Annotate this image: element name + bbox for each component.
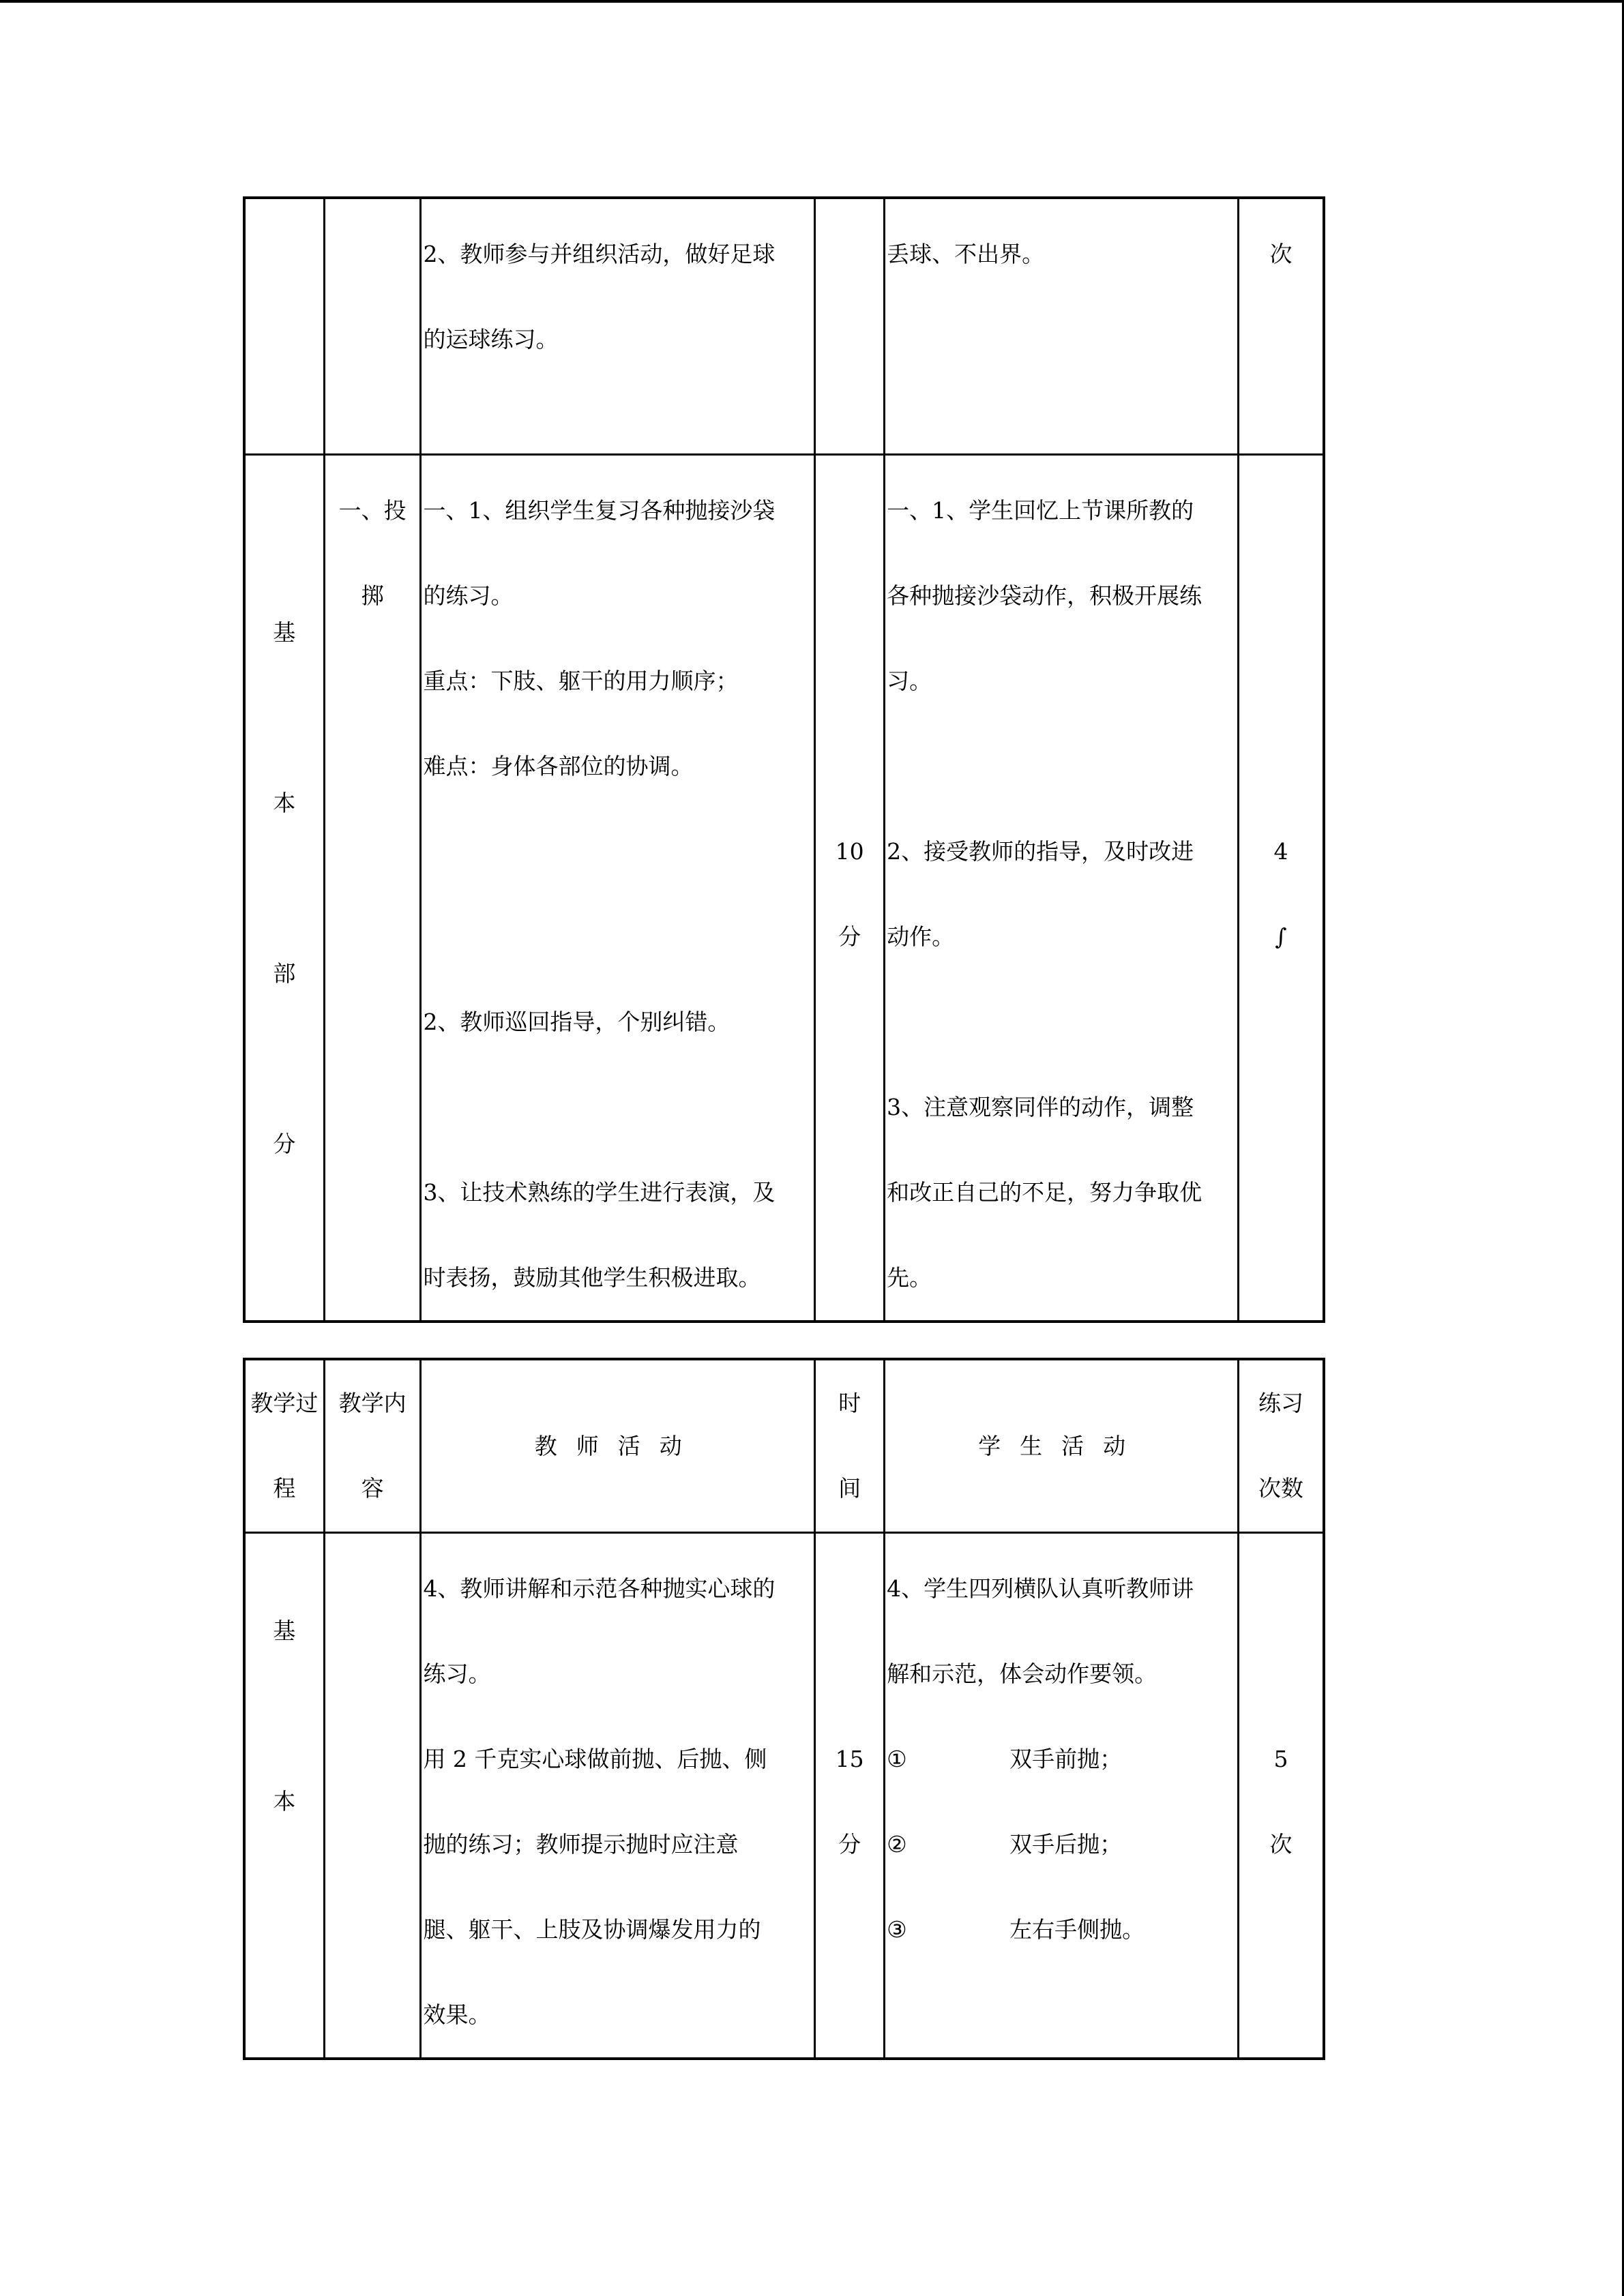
teacher-line: 一、1、组织学生复习各种抛接沙袋 bbox=[423, 496, 776, 524]
header-text: 练习 bbox=[1258, 1390, 1304, 1416]
teacher-line: 重点：下肢、躯干的用力顺序； bbox=[423, 667, 739, 694]
process-char: 本 bbox=[273, 1787, 296, 1815]
teacher-line: 抛的练习；教师提示抛时应注意 bbox=[423, 1830, 739, 1858]
count-value: 次 bbox=[1269, 241, 1293, 267]
count-unit: 次 bbox=[1269, 1830, 1293, 1858]
teacher-line: 效果。 bbox=[423, 2001, 491, 2028]
item-text: 双手前抛； bbox=[1009, 1745, 1123, 1772]
teacher-line: 4、教师讲解和示范各种抛实心球的 bbox=[423, 1575, 776, 1602]
student-line: 动作。 bbox=[887, 923, 955, 950]
student-activity-cell bbox=[885, 198, 1239, 454]
student-line: 一、1、学生回忆上节课所教的 bbox=[887, 496, 1194, 524]
table-row bbox=[244, 1532, 1324, 2059]
content-text: 一、投 bbox=[338, 496, 407, 524]
time-value: 10 bbox=[835, 837, 864, 865]
teacher-line: 练习。 bbox=[423, 1660, 491, 1687]
item-text: 双手后抛； bbox=[1009, 1830, 1123, 1858]
student-line: 3、注意观察同伴的动作，调整 bbox=[887, 1093, 1194, 1120]
time-unit: 分 bbox=[838, 923, 861, 950]
content-text: 掷 bbox=[361, 582, 384, 609]
header-count bbox=[1239, 1359, 1324, 1532]
student-line: 丢球、不出界。 bbox=[887, 241, 1045, 267]
time-cell bbox=[815, 454, 885, 1322]
teacher-line: 2、教师参与并组织活动，做好足球 bbox=[423, 241, 776, 267]
header-teacher-activity: 教师活动 bbox=[421, 1359, 815, 1532]
header-text: 容 bbox=[361, 1475, 384, 1502]
student-line: 2、接受教师的指导，及时改进 bbox=[887, 837, 1194, 865]
item-number: ① bbox=[887, 1745, 907, 1772]
content-cell bbox=[324, 454, 421, 1322]
table-header-row bbox=[244, 1359, 1324, 1532]
content-cell bbox=[324, 1532, 421, 2059]
header-text: 教学内 bbox=[338, 1390, 407, 1416]
header-time bbox=[815, 1359, 885, 1532]
teacher-activity-cell bbox=[421, 454, 815, 1322]
time-cell bbox=[815, 198, 885, 454]
process-cell bbox=[244, 1532, 324, 2059]
teacher-line: 时表扬，鼓励其他学生积极进取。 bbox=[423, 1264, 761, 1291]
student-line: 先。 bbox=[887, 1264, 932, 1291]
header-text: 教学过 bbox=[250, 1390, 319, 1416]
header-student-activity: 学生活动 bbox=[885, 1359, 1239, 1532]
teacher-activity-cell bbox=[421, 198, 815, 454]
student-gap bbox=[887, 724, 1237, 809]
teacher-line: 的练习。 bbox=[423, 582, 514, 609]
time-value: 15 bbox=[835, 1745, 864, 1772]
header-text: 程 bbox=[273, 1475, 296, 1502]
student-gap bbox=[887, 979, 1237, 1064]
lesson-table bbox=[243, 1358, 1325, 2060]
student-line: 习。 bbox=[887, 667, 932, 694]
header-text: 次数 bbox=[1258, 1475, 1304, 1502]
header-process bbox=[244, 1359, 324, 1532]
teacher-line: 腿、躯干、上肢及协调爆发用力的 bbox=[423, 1915, 761, 1943]
content-cell bbox=[324, 198, 421, 454]
process-cell bbox=[244, 454, 324, 1322]
process-char: 本 bbox=[273, 789, 296, 816]
process-char: 基 bbox=[273, 1617, 296, 1644]
student-list-item bbox=[887, 1802, 1237, 1887]
student-activity-cell bbox=[885, 454, 1239, 1322]
process-char: 基 bbox=[273, 618, 296, 646]
student-list-item bbox=[887, 1716, 1237, 1802]
student-activity-cell bbox=[885, 1532, 1239, 2059]
lesson-table-continued bbox=[243, 196, 1325, 1323]
student-line: 和改正自己的不足，努力争取优 bbox=[887, 1178, 1202, 1206]
student-list-item bbox=[887, 1887, 1237, 1972]
count-cell bbox=[1239, 454, 1324, 1322]
process-char: 部 bbox=[273, 959, 296, 987]
count-mark: ∫ bbox=[1275, 923, 1287, 950]
item-number: ② bbox=[887, 1830, 907, 1858]
table-row bbox=[244, 198, 1324, 454]
student-line: 4、学生四列横队认真听教师讲 bbox=[887, 1575, 1194, 1602]
item-text: 左右手侧抛。 bbox=[1009, 1915, 1145, 1943]
header-text: 间 bbox=[838, 1475, 861, 1502]
count-cell bbox=[1239, 1532, 1324, 2059]
header-content bbox=[324, 1359, 421, 1532]
item-number: ③ bbox=[887, 1915, 907, 1943]
teacher-line: 难点：身体各部位的协调。 bbox=[423, 752, 694, 779]
header-text: 时 bbox=[838, 1390, 861, 1416]
table-row bbox=[244, 454, 1324, 1322]
page-top-border bbox=[0, 0, 1624, 3]
count-value: 5 bbox=[1273, 1745, 1288, 1772]
process-cell bbox=[244, 198, 324, 454]
teacher-activity-cell bbox=[421, 1532, 815, 2059]
student-line: 解和示范，体会动作要领。 bbox=[887, 1660, 1157, 1687]
count-value: 4 bbox=[1273, 837, 1288, 865]
student-line: 各种抛接沙袋动作，积极开展练 bbox=[887, 582, 1202, 609]
teacher-line: 2、教师巡回指导，个别纠错。 bbox=[423, 1008, 730, 1035]
time-unit: 分 bbox=[838, 1830, 861, 1858]
time-cell bbox=[815, 1532, 885, 2059]
process-char: 分 bbox=[273, 1130, 296, 1157]
teacher-line: 的运球练习。 bbox=[423, 326, 559, 353]
count-cell bbox=[1239, 198, 1324, 454]
teacher-gap bbox=[423, 1064, 814, 1150]
teacher-line: 3、让技术熟练的学生进行表演，及 bbox=[423, 1178, 776, 1206]
teacher-gap bbox=[423, 809, 814, 979]
teacher-line: 用 2 千克实心球做前抛、后抛、侧 bbox=[423, 1745, 767, 1772]
